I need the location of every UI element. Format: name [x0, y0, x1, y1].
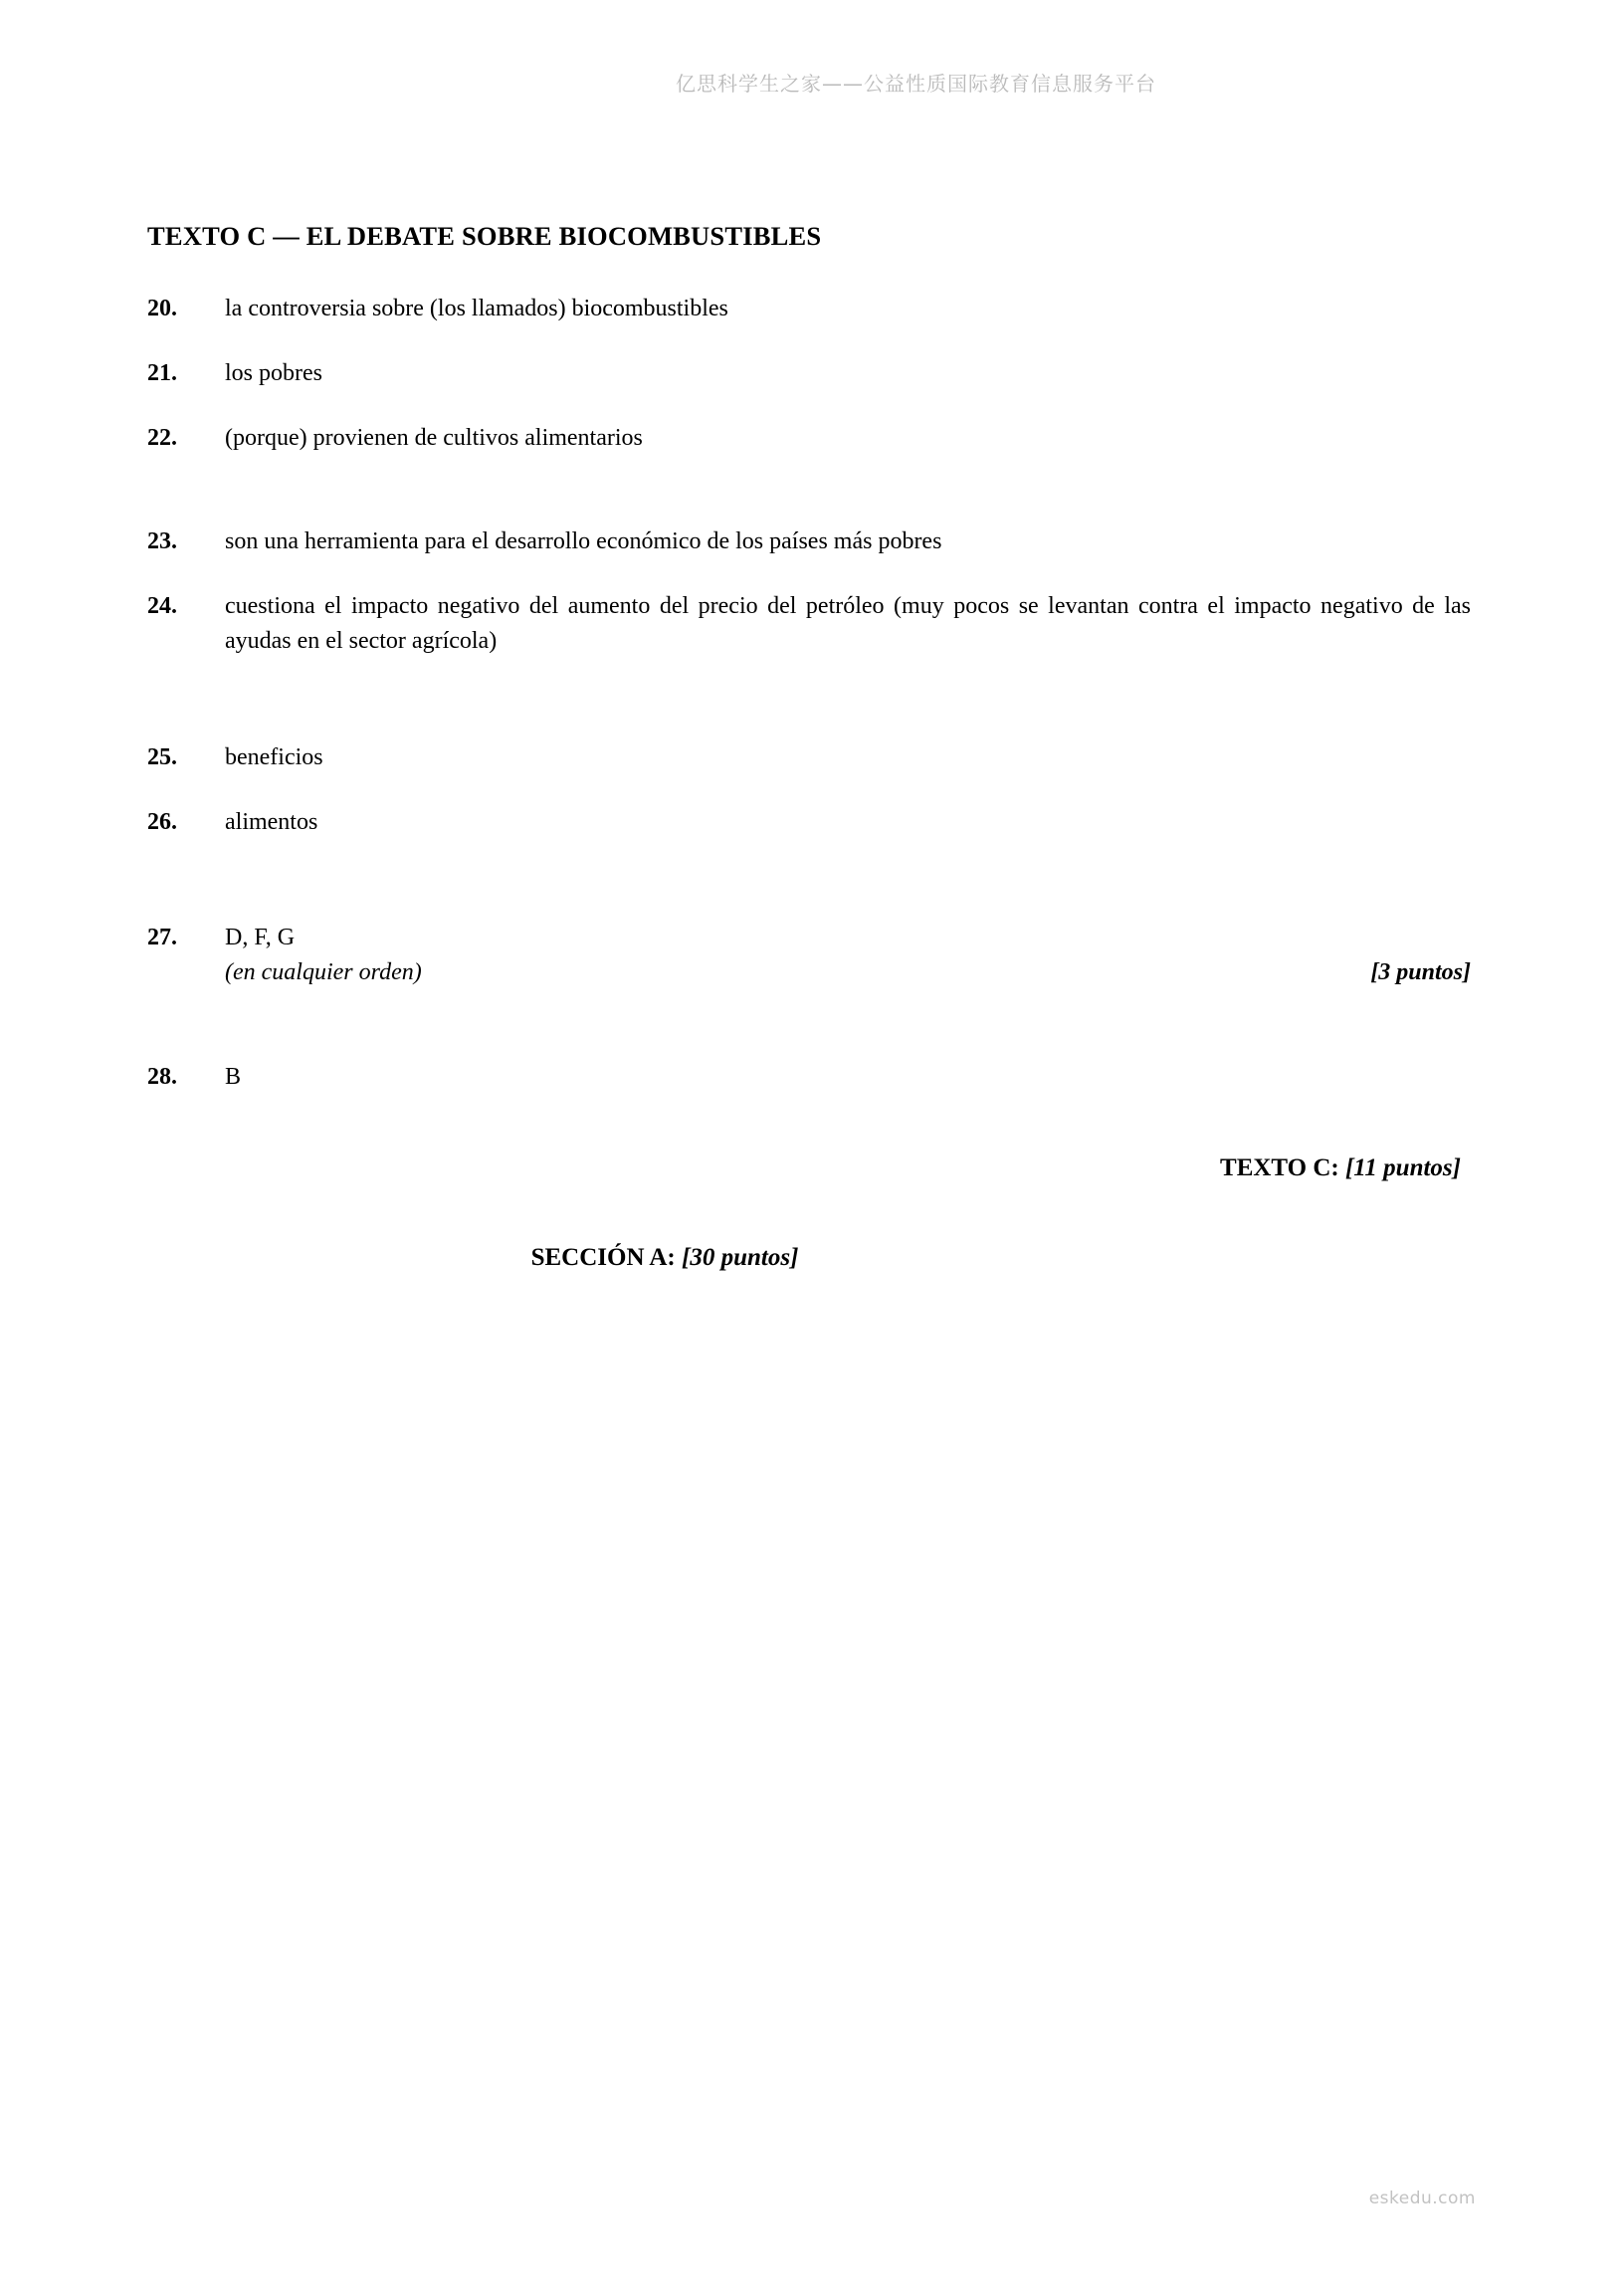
- answer-text: beneficios: [225, 743, 323, 770]
- section-total-label: SECCIÓN A:: [530, 1243, 676, 1271]
- answer-number: 25.: [147, 743, 177, 770]
- answer-text: son una herramienta para el desarrollo económico de los países más pobres: [225, 528, 942, 555]
- watermark-text: 亿思科学生之家——公益性质国际教育信息服务平台: [676, 72, 1156, 96]
- answer-row-20: [147, 292, 1471, 326]
- answer-text: alimentos: [225, 808, 318, 835]
- answer-text: la controversia sobre (los llamados) biocombustibles: [225, 296, 728, 321]
- answer-row-23: [147, 524, 1471, 559]
- answer-number: 27.: [147, 925, 177, 951]
- answer-text: (porque) provienen de cultivos alimentarios: [225, 424, 643, 451]
- answer-text: cuestiona el impacto negativo del aumento del precio del petróleo (muy pocos se levantan contra el impacto negativo de las ayudas en el sector agrícola): [225, 593, 1471, 654]
- spacer: [147, 1020, 1471, 1060]
- answer-row-25: [147, 740, 1471, 775]
- answer-row-26: [147, 805, 1471, 840]
- answer-text: B: [225, 1063, 242, 1090]
- spacer: [147, 485, 1471, 524]
- answer-number: 22.: [147, 424, 177, 451]
- answer-number: 20.: [147, 296, 177, 321]
- answer-number: 23.: [147, 528, 177, 555]
- answer-block: [225, 921, 1471, 990]
- answer-row-27: [147, 921, 1471, 990]
- page-header-watermark: [0, 68, 1623, 97]
- section-total: [147, 1244, 1471, 1272]
- answer-note-line: [225, 955, 1471, 990]
- answer-row-21: [147, 356, 1471, 391]
- spacer: [147, 689, 1471, 740]
- answer-points: [3 puntos]: [1370, 959, 1471, 986]
- footer-watermark: eskedu.com: [1368, 2189, 1476, 2208]
- answer-number: 28.: [147, 1063, 177, 1090]
- answer-number: 26.: [147, 808, 177, 835]
- answer-number: 24.: [147, 593, 177, 620]
- answer-row-28: [147, 1060, 1471, 1095]
- answer-number: 21.: [147, 359, 177, 386]
- answer-text: D, F, G: [225, 925, 296, 951]
- texto-total: [147, 1154, 1471, 1182]
- section-total-points: [30 puntos]: [682, 1243, 799, 1271]
- answer-row-22: [147, 421, 1471, 456]
- page-title: TEXTO C — EL DEBATE SOBRE BIOCOMBUSTIBLES: [147, 221, 822, 251]
- answer-note: (en cualquier orden): [225, 959, 422, 986]
- answer-text: los pobres: [225, 359, 322, 386]
- answer-row-24: [147, 589, 1471, 659]
- texto-total-points: [11 puntos]: [1344, 1153, 1461, 1181]
- document-body: [147, 221, 1471, 1272]
- texto-total-label: TEXTO C:: [1220, 1153, 1339, 1181]
- spacer: [147, 869, 1471, 921]
